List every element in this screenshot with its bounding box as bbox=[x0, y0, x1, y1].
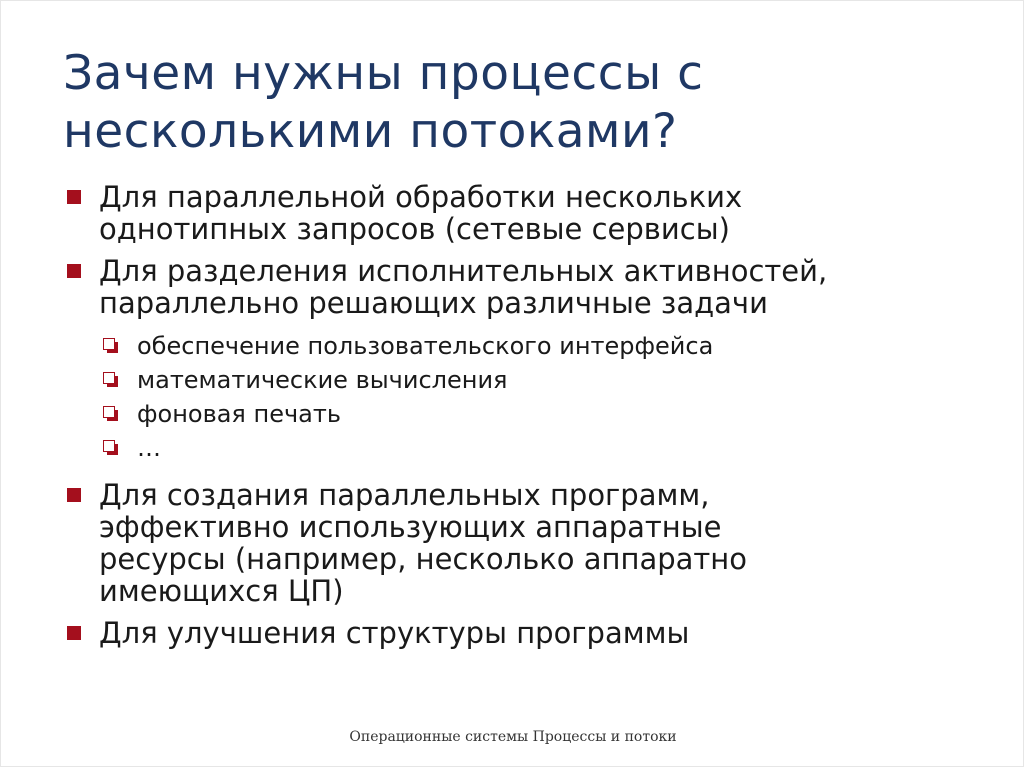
sub-bullet-text: математические вычисления bbox=[137, 366, 508, 394]
slide-title bbox=[63, 45, 963, 161]
bullet-text-line: параллельно решающих различные задачи bbox=[99, 286, 768, 320]
bullet-text-line: Для улучшения структуры программы bbox=[99, 616, 690, 650]
bullet-list bbox=[63, 181, 983, 659]
bullet-item bbox=[63, 181, 983, 245]
square-bullet-icon bbox=[67, 626, 81, 640]
slide-title-line-2: несколькими потоками? bbox=[63, 104, 678, 159]
bullet-text-line: ресурсы (например, несколько аппаратно bbox=[99, 542, 747, 576]
bullet-text-line: Для параллельной обработки нескольких bbox=[99, 180, 743, 214]
bullet-item bbox=[63, 617, 983, 649]
sub-bullet-item bbox=[63, 397, 983, 431]
square-bullet-icon bbox=[67, 488, 81, 502]
square-bullet-icon bbox=[67, 264, 81, 278]
shadowed-box-bullet-icon bbox=[103, 372, 115, 384]
slide-title-line-1: Зачем нужны процессы с bbox=[63, 46, 704, 101]
sub-bullet-list bbox=[63, 329, 983, 465]
bullet-text-line: Для разделения исполнительных активностей, bbox=[99, 254, 828, 288]
sub-bullet-text: … bbox=[137, 434, 161, 462]
sub-bullet-item bbox=[63, 329, 983, 363]
square-bullet-icon bbox=[67, 190, 81, 204]
sub-bullet-text: обеспечение пользовательского интерфейса bbox=[137, 332, 714, 360]
shadowed-box-bullet-icon bbox=[103, 440, 115, 452]
sub-bullet-text: фоновая печать bbox=[137, 400, 341, 428]
sub-bullet-item bbox=[63, 363, 983, 397]
slide-footer: Операционные системы Процессы и потоки bbox=[349, 729, 677, 745]
bullet-item bbox=[63, 479, 983, 607]
shadowed-box-bullet-icon bbox=[103, 338, 115, 350]
sub-bullet-item bbox=[63, 431, 983, 465]
bullet-item bbox=[63, 255, 983, 319]
bullet-text-line: однотипных запросов (сетевые сервисы) bbox=[99, 212, 730, 246]
shadowed-box-bullet-icon bbox=[103, 406, 115, 418]
bullet-text-line: эффективно использующих аппаратные bbox=[99, 510, 722, 544]
bullet-text-line: Для создания параллельных программ, bbox=[99, 478, 710, 512]
bullet-text-line: имеющихся ЦП) bbox=[99, 574, 344, 608]
